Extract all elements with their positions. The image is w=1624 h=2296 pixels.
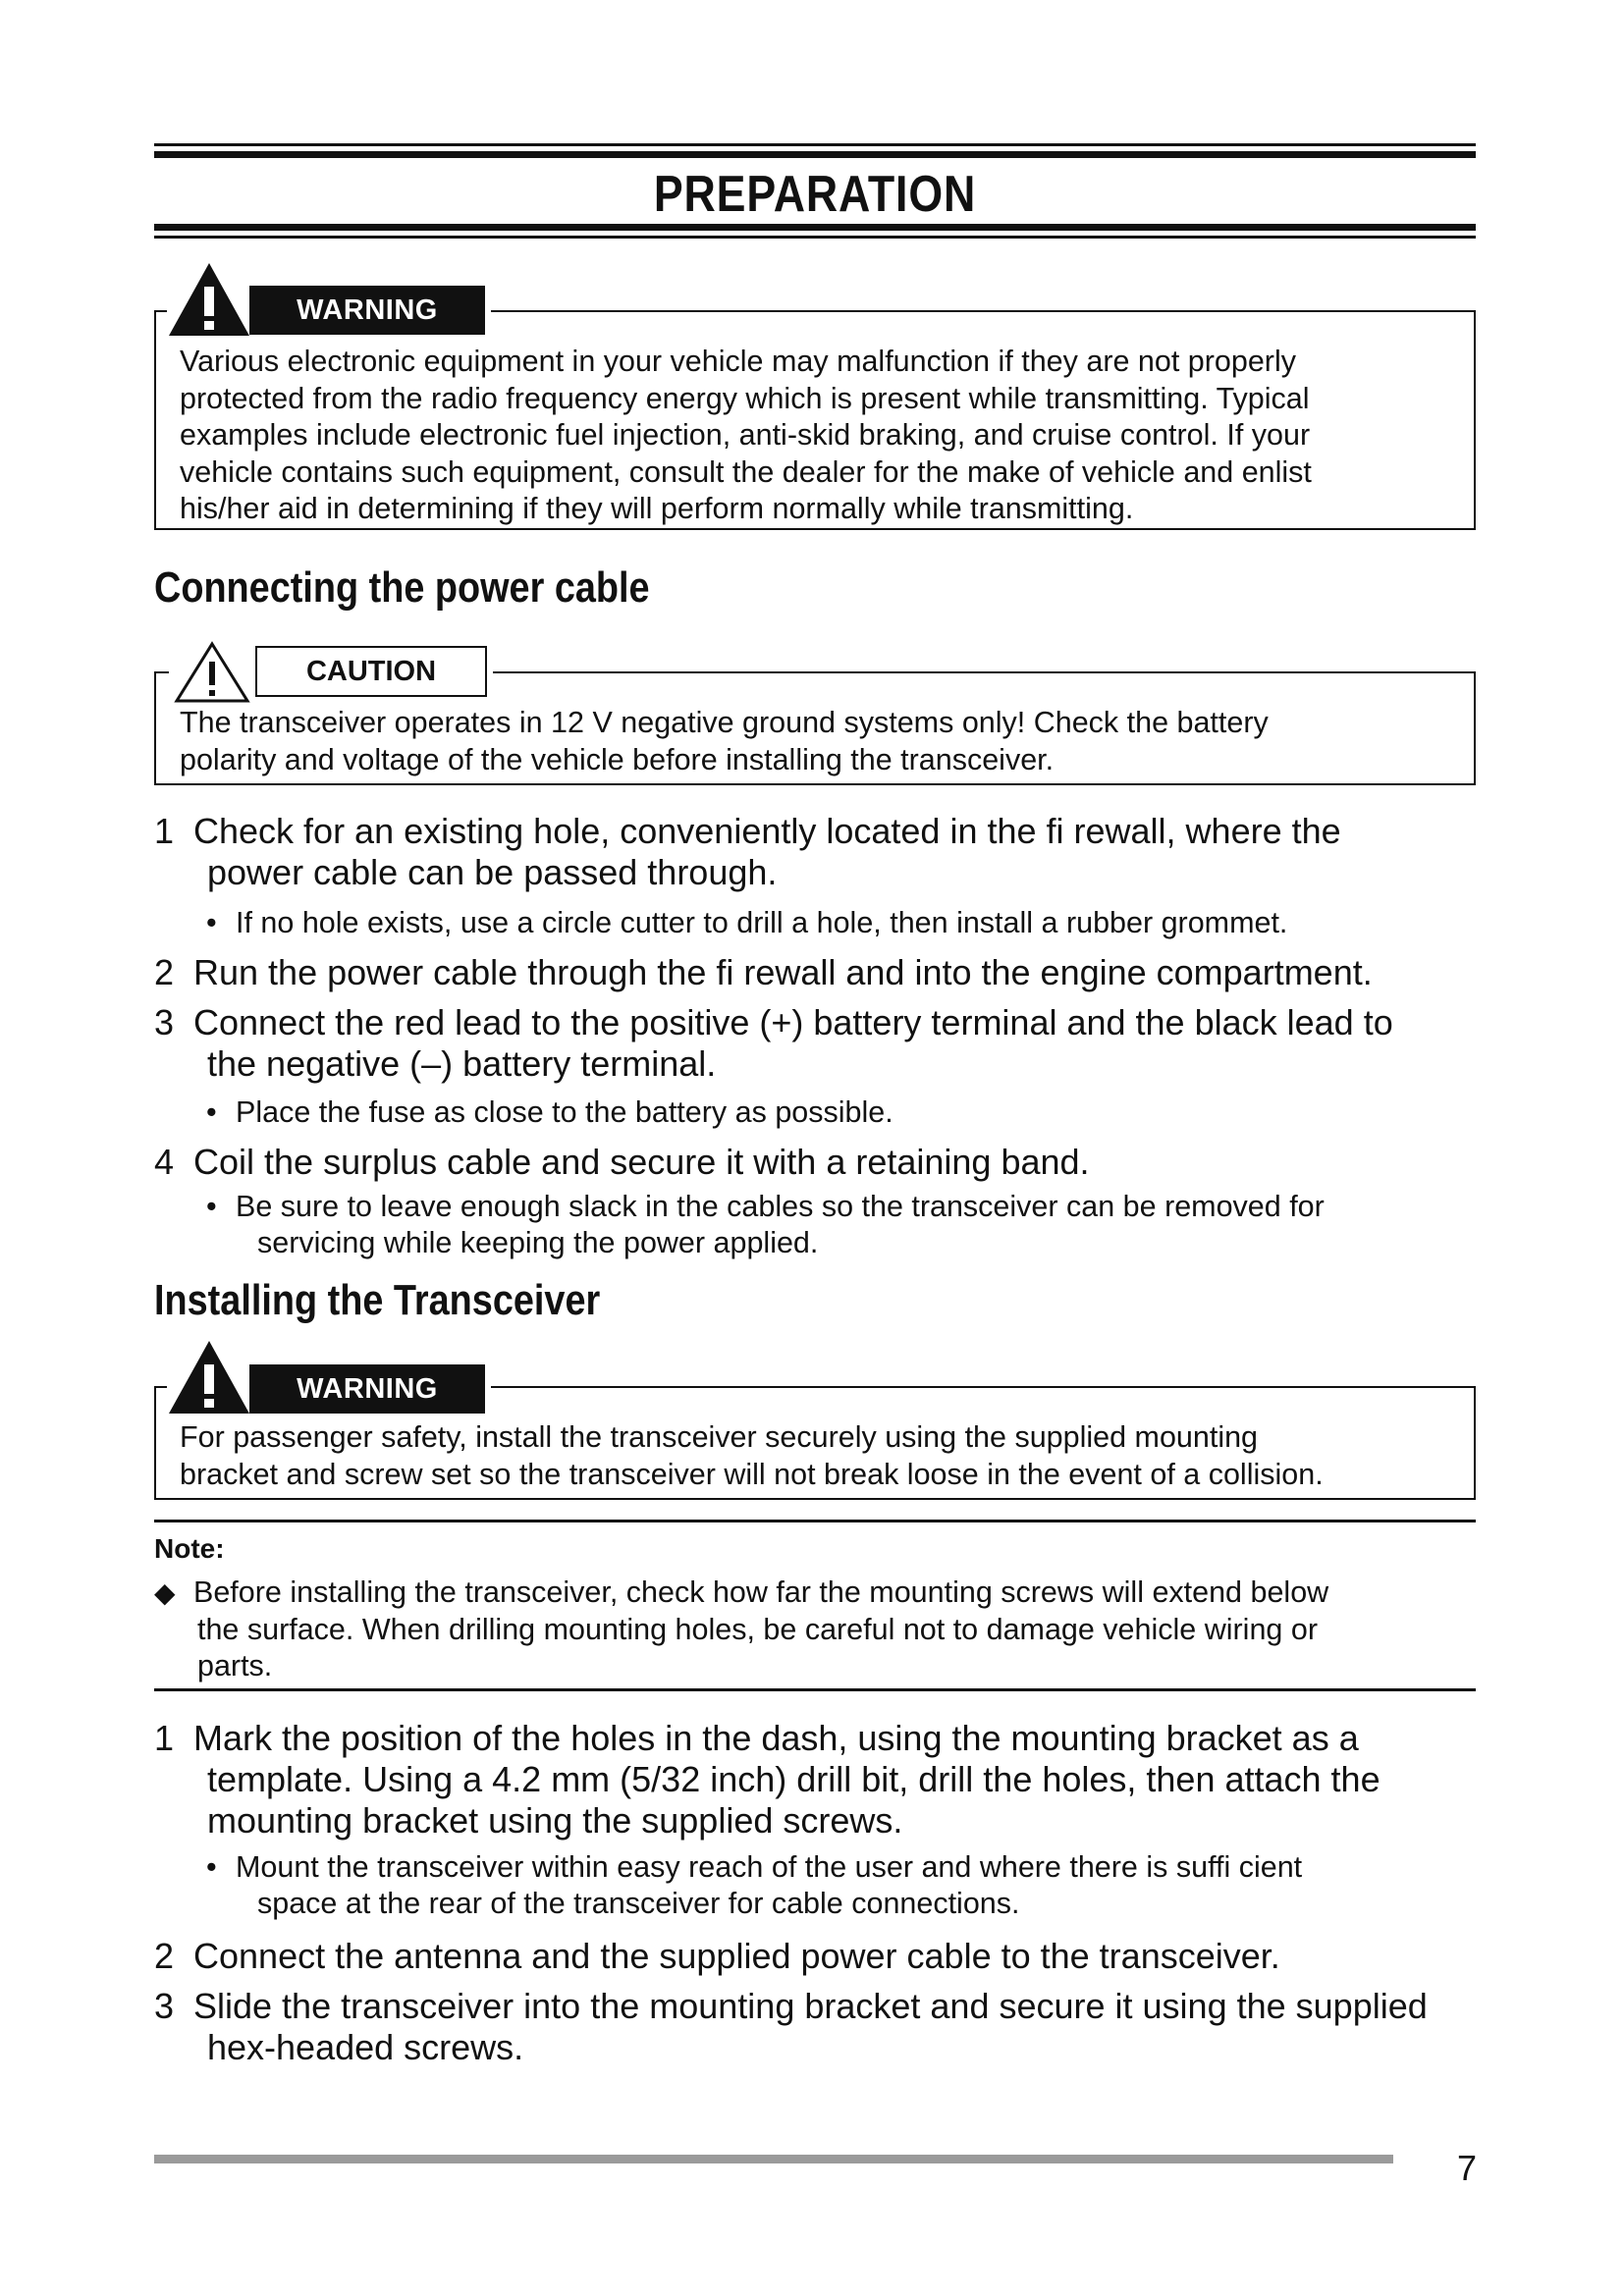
power-step-4 <box>154 1142 1480 1183</box>
step-line: the negative (–) battery terminal. <box>207 1043 717 1084</box>
bullet-line: Place the fuse as close to the battery as possible. <box>236 1095 893 1129</box>
caution-triangle-icon <box>173 640 251 703</box>
install-step-1 <box>154 1718 1480 1842</box>
note-rule-top <box>154 1520 1476 1522</box>
note-text <box>154 1575 1480 1685</box>
step-number: 2 <box>154 1936 175 1976</box>
warning-1-header <box>167 261 491 336</box>
warning-triangle-icon <box>167 1339 251 1415</box>
note-line: Before installing the transceiver, check how far the mounting screws will extend below <box>193 1575 1329 1609</box>
title-rule-bottom-thick <box>154 224 1476 231</box>
section-heading-power: Connecting the power cable <box>154 563 650 612</box>
title-rule-bottom-thin <box>154 236 1476 239</box>
note-label: Note: <box>154 1533 225 1564</box>
bullet-line: If no hole exists, use a circle cutter to drill a hole, then install a rubber grommet. <box>236 906 1288 939</box>
install-step-2 <box>154 1936 1480 1977</box>
bullet-dot: • <box>206 906 217 939</box>
bullet-dot: • <box>206 1095 217 1129</box>
step-line: Coil the surplus cable and secure it with a retaining band. <box>193 1142 1090 1182</box>
warning-triangle-icon <box>167 261 251 338</box>
step-line: Connect the antenna and the supplied power cable to the transceiver. <box>193 1936 1280 1976</box>
power-step-3-bullet <box>206 1095 1483 1131</box>
install-step-3 <box>154 1986 1480 2068</box>
note-rule-bottom <box>154 1688 1476 1691</box>
page-number: 7 <box>1457 2148 1478 2188</box>
warning-1-line: Various electronic equipment in your vehicle may malfunction if they are not properly <box>180 345 1296 378</box>
warning-1-label: WARNING <box>249 286 485 335</box>
step-line: power cable can be passed through. <box>207 852 778 892</box>
step-line: Check for an existing hole, conveniently located in the fi rewall, where the <box>193 811 1341 851</box>
power-step-4-bullet <box>206 1189 1483 1261</box>
step-number: 4 <box>154 1142 175 1182</box>
step-line: Connect the red lead to the positive (+) battery terminal and the black lead to <box>193 1002 1393 1042</box>
warning-1-line: protected from the radio frequency energy which is present while transmitting. Typical <box>180 381 1310 415</box>
step-number: 3 <box>154 1002 175 1042</box>
bullet-dot: • <box>206 1190 217 1223</box>
step-line: Mark the position of the holes in the dash, using the mounting bracket as a <box>193 1718 1359 1758</box>
warning-1-line: his/her aid in determining if they will perform normally while transmitting. <box>180 492 1134 525</box>
step-number: 1 <box>154 811 175 851</box>
title-rule-top-thin <box>154 143 1476 146</box>
title-rule-top-thick <box>154 151 1476 158</box>
caution-line: polarity and voltage of the vehicle before installing the transceiver. <box>180 742 1055 776</box>
power-step-1 <box>154 811 1480 893</box>
bullet-line: servicing while keeping the power applied. <box>257 1226 819 1259</box>
step-number: 1 <box>154 1718 175 1758</box>
diamond-bullet-icon: ◆ <box>154 1577 176 1608</box>
bullet-line: space at the rear of the transceiver for cable connections. <box>257 1887 1020 1920</box>
warning-1-line: examples include electronic fuel injection, anti-skid braking, and cruise control. If your <box>180 418 1311 452</box>
step-line: mounting bracket using the supplied screws. <box>207 1800 903 1841</box>
power-step-2 <box>154 952 1480 993</box>
section-heading-install: Installing the Transceiver <box>154 1276 601 1324</box>
warning-box-1 <box>154 310 1476 530</box>
warning-2-label: WARNING <box>249 1364 485 1414</box>
warning-1-line: vehicle contains such equipment, consult the dealer for the make of vehicle and enlist <box>180 454 1312 489</box>
warning-2-line: For passenger safety, install the transceiver securely using the supplied mounting <box>180 1420 1259 1454</box>
step-number: 2 <box>154 952 175 992</box>
warning-2-line: bracket and screw set so the transceiver will not break loose in the event of a collision. <box>180 1457 1324 1491</box>
caution-label: CAUTION <box>255 646 487 697</box>
step-number: 3 <box>154 1986 175 2026</box>
footer-rule <box>154 2155 1393 2163</box>
step-line: Slide the transceiver into the mounting bracket and secure it using the supplied <box>193 1986 1428 2026</box>
note-line: parts. <box>197 1649 273 1682</box>
bullet-line: Be sure to leave enough slack in the cables so the transceiver can be removed for <box>236 1190 1325 1223</box>
warning-2-header <box>167 1339 491 1414</box>
caution-header <box>169 640 493 703</box>
note-line: the surface. When drilling mounting holes, be careful not to damage vehicle wiring or <box>197 1612 1318 1646</box>
step-line: Run the power cable through the fi rewall and into the engine compartment. <box>193 952 1373 992</box>
bullet-dot: • <box>206 1850 217 1884</box>
page-title: PREPARATION <box>653 166 977 223</box>
bullet-line: Mount the transceiver within easy reach of the user and where there is suffi cient <box>236 1850 1303 1884</box>
caution-line: The transceiver operates in 12 V negative ground systems only! Check the battery <box>180 706 1269 739</box>
step-line: template. Using a 4.2 mm (5/32 inch) drill bit, drill the holes, then attach the <box>207 1759 1380 1799</box>
power-step-1-bullet <box>206 905 1483 941</box>
step-line: hex-headed screws. <box>207 2027 524 2067</box>
install-step-1-bullet <box>206 1849 1483 1922</box>
power-step-3 <box>154 1002 1480 1085</box>
